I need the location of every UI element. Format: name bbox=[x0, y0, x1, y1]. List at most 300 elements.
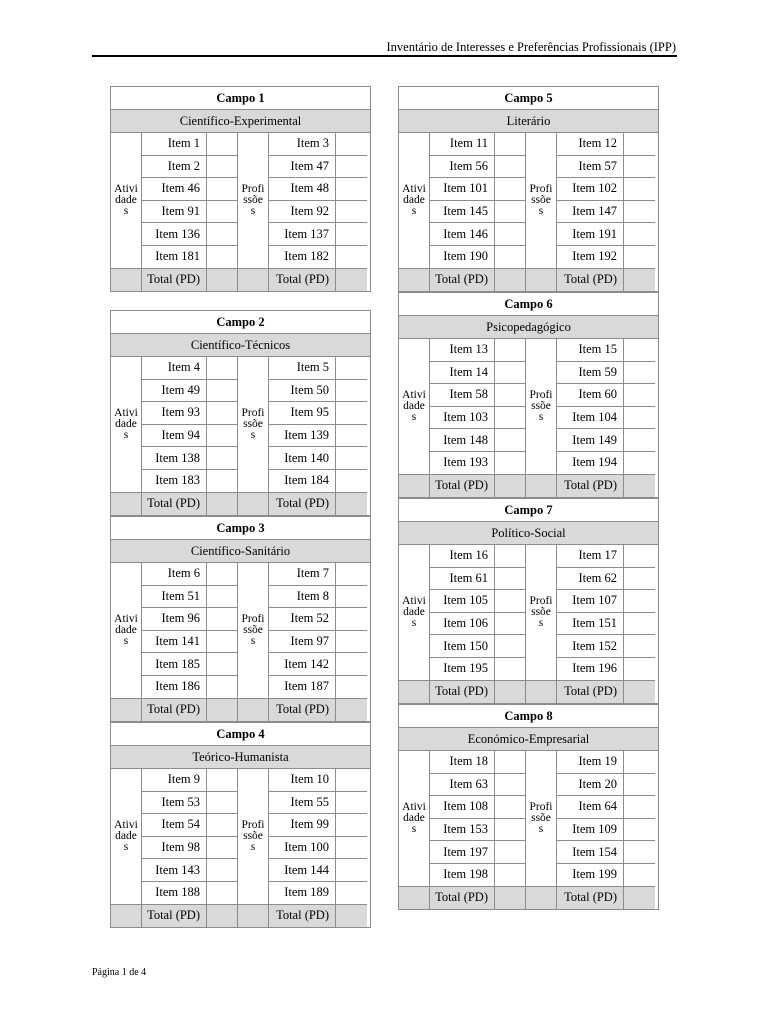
campo-grid bbox=[111, 769, 370, 927]
campo-subtitle: Científico-Técnicos bbox=[111, 334, 370, 357]
profissao-item-label: Item 199 bbox=[557, 864, 624, 887]
profissoes-label bbox=[238, 769, 269, 905]
atividades-total-label: Total (PD) bbox=[430, 475, 495, 498]
campo-subtitle: Literário bbox=[399, 110, 658, 133]
document-header-title: Inventário de Interesses e Preferências Profissionais (IPP) bbox=[386, 40, 676, 54]
profissoes-total-cell[interactable] bbox=[336, 905, 367, 928]
atividade-score-cell[interactable] bbox=[207, 223, 238, 246]
atividade-item-label: Item 56 bbox=[430, 156, 495, 179]
profissao-score-cell[interactable] bbox=[624, 246, 655, 269]
campo-grid bbox=[111, 563, 370, 721]
atividade-item-label: Item 148 bbox=[430, 429, 495, 452]
total-row-spacer bbox=[238, 493, 269, 516]
campo-subtitle: Teórico-Humanista bbox=[111, 746, 370, 769]
total-row-spacer bbox=[111, 269, 142, 292]
atividade-score-cell[interactable] bbox=[495, 133, 526, 156]
profissoes-label-text: Profissões bbox=[241, 818, 265, 853]
campo-grid bbox=[399, 133, 658, 291]
atividades-total-label: Total (PD) bbox=[142, 493, 207, 516]
atividades-total-cell[interactable] bbox=[495, 475, 526, 498]
profissoes-total-label: Total (PD) bbox=[557, 887, 624, 910]
profissoes-label bbox=[526, 751, 557, 887]
profissao-score-cell[interactable] bbox=[336, 246, 367, 269]
profissao-item-label: Item 10 bbox=[269, 769, 336, 792]
atividade-item-label: Item 14 bbox=[430, 362, 495, 385]
profissoes-total-cell[interactable] bbox=[336, 699, 367, 722]
total-row-spacer bbox=[111, 493, 142, 516]
atividade-item-label: Item 185 bbox=[142, 653, 207, 676]
profissao-item-label: Item 154 bbox=[557, 841, 624, 864]
campo-subtitle: Científico-Experimental bbox=[111, 110, 370, 133]
atividade-item-label: Item 1 bbox=[142, 133, 207, 156]
atividades-total-cell[interactable] bbox=[495, 681, 526, 704]
atividade-score-cell[interactable] bbox=[495, 362, 526, 385]
atividades-label bbox=[111, 563, 142, 699]
profissao-score-cell[interactable] bbox=[624, 658, 655, 681]
campo-subtitle: Económico-Empresarial bbox=[399, 728, 658, 751]
profissao-score-cell[interactable] bbox=[624, 201, 655, 224]
atividade-item-label: Item 93 bbox=[142, 402, 207, 425]
profissoes-label-text: Profissões bbox=[241, 182, 265, 217]
atividades-label-text: Atividades bbox=[114, 182, 138, 217]
profissao-score-cell[interactable] bbox=[336, 653, 367, 676]
profissao-item-label: Item 140 bbox=[269, 447, 336, 470]
profissao-item-label: Item 144 bbox=[269, 859, 336, 882]
atividade-item-label: Item 146 bbox=[430, 223, 495, 246]
campo-subtitle: Político-Social bbox=[399, 522, 658, 545]
atividade-item-label: Item 16 bbox=[430, 545, 495, 568]
total-row-spacer bbox=[111, 905, 142, 928]
campo-grid bbox=[399, 751, 658, 909]
atividade-score-cell[interactable] bbox=[207, 608, 238, 631]
atividade-score-cell[interactable] bbox=[495, 568, 526, 591]
atividade-item-label: Item 53 bbox=[142, 792, 207, 815]
profissao-score-cell[interactable] bbox=[624, 774, 655, 797]
atividade-score-cell[interactable] bbox=[495, 841, 526, 864]
profissao-score-cell[interactable] bbox=[336, 563, 367, 586]
atividade-item-label: Item 188 bbox=[142, 882, 207, 905]
campo-table-2 bbox=[110, 310, 371, 516]
profissao-item-label: Item 20 bbox=[557, 774, 624, 797]
profissoes-label bbox=[526, 339, 557, 475]
profissao-score-cell[interactable] bbox=[624, 384, 655, 407]
atividade-score-cell[interactable] bbox=[495, 178, 526, 201]
atividade-score-cell[interactable] bbox=[207, 653, 238, 676]
atividades-label-text: Atividades bbox=[402, 800, 426, 835]
atividade-item-label: Item 13 bbox=[430, 339, 495, 362]
profissao-score-cell[interactable] bbox=[624, 635, 655, 658]
profissao-score-cell[interactable] bbox=[624, 568, 655, 591]
atividade-score-cell[interactable] bbox=[495, 201, 526, 224]
campo-table-5 bbox=[398, 86, 659, 292]
profissao-score-cell[interactable] bbox=[336, 586, 367, 609]
atividade-score-cell[interactable] bbox=[207, 470, 238, 493]
atividade-score-cell[interactable] bbox=[495, 429, 526, 452]
atividade-score-cell[interactable] bbox=[495, 156, 526, 179]
profissoes-label bbox=[526, 133, 557, 269]
atividade-item-label: Item 183 bbox=[142, 470, 207, 493]
campo-title: Campo 6 bbox=[399, 293, 658, 316]
atividade-item-label: Item 9 bbox=[142, 769, 207, 792]
atividade-item-label: Item 91 bbox=[142, 201, 207, 224]
profissao-item-label: Item 12 bbox=[557, 133, 624, 156]
page-number: Página 1 de 4 bbox=[92, 967, 147, 978]
campo-title: Campo 3 bbox=[111, 517, 370, 540]
atividade-score-cell[interactable] bbox=[207, 201, 238, 224]
atividade-score-cell[interactable] bbox=[207, 792, 238, 815]
profissao-item-label: Item 52 bbox=[269, 608, 336, 631]
profissao-item-label: Item 19 bbox=[557, 751, 624, 774]
profissoes-label-text: Profissões bbox=[529, 388, 553, 423]
profissao-score-cell[interactable] bbox=[624, 841, 655, 864]
atividade-score-cell[interactable] bbox=[495, 864, 526, 887]
total-row-spacer bbox=[526, 887, 557, 910]
atividade-score-cell[interactable] bbox=[207, 156, 238, 179]
profissoes-label-text: Profissões bbox=[529, 594, 553, 629]
profissao-score-cell[interactable] bbox=[336, 470, 367, 493]
atividade-score-cell[interactable] bbox=[207, 133, 238, 156]
atividade-score-cell[interactable] bbox=[495, 545, 526, 568]
profissao-score-cell[interactable] bbox=[624, 156, 655, 179]
profissao-item-label: Item 152 bbox=[557, 635, 624, 658]
profissao-score-cell[interactable] bbox=[624, 452, 655, 475]
atividade-item-label: Item 143 bbox=[142, 859, 207, 882]
profissao-item-label: Item 149 bbox=[557, 429, 624, 452]
atividade-item-label: Item 101 bbox=[430, 178, 495, 201]
profissoes-total-label: Total (PD) bbox=[269, 699, 336, 722]
campo-subtitle: Psicopedagógico bbox=[399, 316, 658, 339]
profissoes-label bbox=[238, 133, 269, 269]
profissao-item-label: Item 139 bbox=[269, 425, 336, 448]
profissoes-label-text: Profissões bbox=[529, 800, 553, 835]
campo-title: Campo 5 bbox=[399, 87, 658, 110]
atividades-total-cell[interactable] bbox=[495, 269, 526, 292]
atividades-total-label: Total (PD) bbox=[142, 269, 207, 292]
profissao-score-cell[interactable] bbox=[336, 882, 367, 905]
atividades-label-text: Atividades bbox=[114, 406, 138, 441]
atividades-label bbox=[399, 545, 430, 681]
atividade-score-cell[interactable] bbox=[495, 774, 526, 797]
atividades-label-text: Atividades bbox=[402, 182, 426, 217]
campo-table-4 bbox=[110, 722, 371, 928]
profissao-item-label: Item 151 bbox=[557, 613, 624, 636]
atividade-item-label: Item 4 bbox=[142, 357, 207, 380]
atividades-total-cell[interactable] bbox=[207, 493, 238, 516]
atividade-item-label: Item 153 bbox=[430, 819, 495, 842]
profissao-item-label: Item 109 bbox=[557, 819, 624, 842]
atividades-label-text: Atividades bbox=[402, 388, 426, 423]
atividade-score-cell[interactable] bbox=[495, 246, 526, 269]
profissao-score-cell[interactable] bbox=[624, 751, 655, 774]
profissao-score-cell[interactable] bbox=[624, 223, 655, 246]
header-divider bbox=[92, 55, 677, 57]
atividade-score-cell[interactable] bbox=[495, 796, 526, 819]
profissoes-total-label: Total (PD) bbox=[557, 269, 624, 292]
profissoes-total-cell[interactable] bbox=[336, 493, 367, 516]
atividades-total-cell[interactable] bbox=[207, 905, 238, 928]
campo-table-1 bbox=[110, 86, 371, 292]
atividade-score-cell[interactable] bbox=[207, 357, 238, 380]
atividade-item-label: Item 190 bbox=[430, 246, 495, 269]
profissoes-total-cell[interactable] bbox=[624, 681, 655, 704]
atividades-label bbox=[399, 133, 430, 269]
atividade-item-label: Item 2 bbox=[142, 156, 207, 179]
atividade-score-cell[interactable] bbox=[495, 407, 526, 430]
atividades-label bbox=[399, 339, 430, 475]
profissoes-label bbox=[526, 545, 557, 681]
atividade-item-label: Item 103 bbox=[430, 407, 495, 430]
atividade-item-label: Item 181 bbox=[142, 246, 207, 269]
atividade-score-cell[interactable] bbox=[495, 452, 526, 475]
atividade-item-label: Item 96 bbox=[142, 608, 207, 631]
atividade-item-label: Item 6 bbox=[142, 563, 207, 586]
atividade-score-cell[interactable] bbox=[495, 384, 526, 407]
profissao-item-label: Item 192 bbox=[557, 246, 624, 269]
profissao-score-cell[interactable] bbox=[624, 545, 655, 568]
atividade-item-label: Item 18 bbox=[430, 751, 495, 774]
atividade-item-label: Item 94 bbox=[142, 425, 207, 448]
atividade-item-label: Item 108 bbox=[430, 796, 495, 819]
profissoes-total-cell[interactable] bbox=[336, 269, 367, 292]
atividades-label-text: Atividades bbox=[402, 594, 426, 629]
profissao-item-label: Item 50 bbox=[269, 380, 336, 403]
atividade-score-cell[interactable] bbox=[207, 425, 238, 448]
profissao-score-cell[interactable] bbox=[336, 676, 367, 699]
profissao-item-label: Item 8 bbox=[269, 586, 336, 609]
profissao-item-label: Item 92 bbox=[269, 201, 336, 224]
profissoes-label bbox=[238, 563, 269, 699]
profissao-item-label: Item 62 bbox=[557, 568, 624, 591]
profissao-item-label: Item 102 bbox=[557, 178, 624, 201]
atividade-item-label: Item 11 bbox=[430, 133, 495, 156]
profissao-item-label: Item 142 bbox=[269, 653, 336, 676]
campo-grid bbox=[399, 339, 658, 497]
atividade-item-label: Item 145 bbox=[430, 201, 495, 224]
atividade-item-label: Item 150 bbox=[430, 635, 495, 658]
profissao-score-cell[interactable] bbox=[624, 178, 655, 201]
atividade-item-label: Item 46 bbox=[142, 178, 207, 201]
atividade-score-cell[interactable] bbox=[207, 586, 238, 609]
profissao-item-label: Item 60 bbox=[557, 384, 624, 407]
atividade-score-cell[interactable] bbox=[207, 380, 238, 403]
atividades-total-label: Total (PD) bbox=[430, 269, 495, 292]
campo-grid bbox=[111, 357, 370, 515]
profissao-score-cell[interactable] bbox=[624, 864, 655, 887]
atividade-item-label: Item 195 bbox=[430, 658, 495, 681]
profissao-score-cell[interactable] bbox=[336, 402, 367, 425]
atividade-score-cell[interactable] bbox=[495, 635, 526, 658]
total-row-spacer bbox=[399, 681, 430, 704]
campo-table-8 bbox=[398, 704, 659, 910]
profissao-item-label: Item 97 bbox=[269, 631, 336, 654]
atividade-item-label: Item 136 bbox=[142, 223, 207, 246]
atividade-score-cell[interactable] bbox=[207, 402, 238, 425]
atividade-score-cell[interactable] bbox=[495, 819, 526, 842]
campo-table-6 bbox=[398, 292, 659, 498]
atividade-item-label: Item 138 bbox=[142, 447, 207, 470]
campo-grid bbox=[111, 133, 370, 291]
atividade-score-cell[interactable] bbox=[495, 223, 526, 246]
profissao-item-label: Item 59 bbox=[557, 362, 624, 385]
total-row-spacer bbox=[399, 475, 430, 498]
profissao-item-label: Item 104 bbox=[557, 407, 624, 430]
profissao-item-label: Item 64 bbox=[557, 796, 624, 819]
total-row-spacer bbox=[526, 269, 557, 292]
profissao-item-label: Item 182 bbox=[269, 246, 336, 269]
campo-title: Campo 1 bbox=[111, 87, 370, 110]
profissao-score-cell[interactable] bbox=[336, 425, 367, 448]
atividade-score-cell[interactable] bbox=[207, 882, 238, 905]
profissao-item-label: Item 184 bbox=[269, 470, 336, 493]
profissoes-total-cell[interactable] bbox=[624, 269, 655, 292]
profissao-score-cell[interactable] bbox=[336, 631, 367, 654]
total-row-spacer bbox=[238, 269, 269, 292]
campo-title: Campo 4 bbox=[111, 723, 370, 746]
campo-table-7 bbox=[398, 498, 659, 704]
profissao-item-label: Item 100 bbox=[269, 837, 336, 860]
atividade-item-label: Item 186 bbox=[142, 676, 207, 699]
profissoes-total-label: Total (PD) bbox=[269, 905, 336, 928]
atividade-item-label: Item 98 bbox=[142, 837, 207, 860]
profissao-item-label: Item 194 bbox=[557, 452, 624, 475]
atividades-total-cell[interactable] bbox=[495, 887, 526, 910]
atividade-score-cell[interactable] bbox=[207, 563, 238, 586]
profissao-item-label: Item 187 bbox=[269, 676, 336, 699]
profissao-item-label: Item 191 bbox=[557, 223, 624, 246]
profissao-score-cell[interactable] bbox=[336, 447, 367, 470]
profissao-item-label: Item 189 bbox=[269, 882, 336, 905]
atividade-item-label: Item 106 bbox=[430, 613, 495, 636]
profissao-item-label: Item 107 bbox=[557, 590, 624, 613]
atividade-item-label: Item 141 bbox=[142, 631, 207, 654]
profissoes-total-label: Total (PD) bbox=[557, 475, 624, 498]
campo-title: Campo 8 bbox=[399, 705, 658, 728]
atividade-item-label: Item 105 bbox=[430, 590, 495, 613]
profissao-score-cell[interactable] bbox=[624, 796, 655, 819]
atividade-item-label: Item 51 bbox=[142, 586, 207, 609]
total-row-spacer bbox=[399, 887, 430, 910]
atividade-item-label: Item 61 bbox=[430, 568, 495, 591]
profissao-score-cell[interactable] bbox=[624, 339, 655, 362]
profissoes-total-cell[interactable] bbox=[624, 475, 655, 498]
atividade-item-label: Item 58 bbox=[430, 384, 495, 407]
atividades-total-cell[interactable] bbox=[207, 269, 238, 292]
atividade-score-cell[interactable] bbox=[495, 613, 526, 636]
profissao-score-cell[interactable] bbox=[336, 608, 367, 631]
profissao-item-label: Item 17 bbox=[557, 545, 624, 568]
atividade-item-label: Item 197 bbox=[430, 841, 495, 864]
profissao-score-cell[interactable] bbox=[336, 814, 367, 837]
profissao-score-cell[interactable] bbox=[624, 819, 655, 842]
profissoes-total-label: Total (PD) bbox=[269, 493, 336, 516]
total-row-spacer bbox=[238, 905, 269, 928]
campo-subtitle: Científico-Sanitário bbox=[111, 540, 370, 563]
atividade-score-cell[interactable] bbox=[207, 837, 238, 860]
atividade-score-cell[interactable] bbox=[207, 631, 238, 654]
profissao-score-cell[interactable] bbox=[624, 429, 655, 452]
profissao-score-cell[interactable] bbox=[336, 178, 367, 201]
atividades-label bbox=[111, 769, 142, 905]
profissao-score-cell[interactable] bbox=[336, 792, 367, 815]
atividade-score-cell[interactable] bbox=[495, 751, 526, 774]
profissao-item-label: Item 3 bbox=[269, 133, 336, 156]
atividade-score-cell[interactable] bbox=[495, 339, 526, 362]
profissao-item-label: Item 15 bbox=[557, 339, 624, 362]
profissao-score-cell[interactable] bbox=[336, 156, 367, 179]
profissao-score-cell[interactable] bbox=[336, 837, 367, 860]
profissao-item-label: Item 55 bbox=[269, 792, 336, 815]
campo-title: Campo 2 bbox=[111, 311, 370, 334]
total-row-spacer bbox=[399, 269, 430, 292]
profissao-score-cell[interactable] bbox=[336, 201, 367, 224]
total-row-spacer bbox=[526, 681, 557, 704]
atividade-score-cell[interactable] bbox=[207, 769, 238, 792]
atividades-total-label: Total (PD) bbox=[142, 905, 207, 928]
atividade-score-cell[interactable] bbox=[495, 658, 526, 681]
profissao-score-cell[interactable] bbox=[336, 357, 367, 380]
atividades-label-text: Atividades bbox=[114, 612, 138, 647]
profissao-item-label: Item 95 bbox=[269, 402, 336, 425]
profissao-score-cell[interactable] bbox=[336, 769, 367, 792]
profissao-score-cell[interactable] bbox=[624, 613, 655, 636]
campo-table-3 bbox=[110, 516, 371, 722]
profissao-item-label: Item 99 bbox=[269, 814, 336, 837]
atividades-total-label: Total (PD) bbox=[430, 887, 495, 910]
atividades-total-label: Total (PD) bbox=[430, 681, 495, 704]
campo-grid bbox=[399, 545, 658, 703]
atividade-score-cell[interactable] bbox=[207, 859, 238, 882]
profissoes-label-text: Profissões bbox=[529, 182, 553, 217]
profissao-score-cell[interactable] bbox=[624, 407, 655, 430]
profissao-item-label: Item 5 bbox=[269, 357, 336, 380]
total-row-spacer bbox=[238, 699, 269, 722]
atividade-item-label: Item 49 bbox=[142, 380, 207, 403]
campo-title: Campo 7 bbox=[399, 499, 658, 522]
profissao-item-label: Item 48 bbox=[269, 178, 336, 201]
atividade-item-label: Item 54 bbox=[142, 814, 207, 837]
profissoes-total-cell[interactable] bbox=[624, 887, 655, 910]
profissoes-total-label: Total (PD) bbox=[269, 269, 336, 292]
atividade-score-cell[interactable] bbox=[495, 590, 526, 613]
profissoes-label-text: Profissões bbox=[241, 612, 265, 647]
profissao-score-cell[interactable] bbox=[336, 133, 367, 156]
profissao-score-cell[interactable] bbox=[336, 223, 367, 246]
atividade-item-label: Item 193 bbox=[430, 452, 495, 475]
profissao-score-cell[interactable] bbox=[624, 133, 655, 156]
atividade-score-cell[interactable] bbox=[207, 676, 238, 699]
profissao-item-label: Item 137 bbox=[269, 223, 336, 246]
atividades-label bbox=[111, 133, 142, 269]
atividade-score-cell[interactable] bbox=[207, 246, 238, 269]
profissao-item-label: Item 47 bbox=[269, 156, 336, 179]
atividades-label bbox=[399, 751, 430, 887]
atividades-total-cell[interactable] bbox=[207, 699, 238, 722]
atividade-score-cell[interactable] bbox=[207, 447, 238, 470]
atividades-label bbox=[111, 357, 142, 493]
atividade-score-cell[interactable] bbox=[207, 814, 238, 837]
atividade-score-cell[interactable] bbox=[207, 178, 238, 201]
profissao-item-label: Item 7 bbox=[269, 563, 336, 586]
profissoes-label-text: Profissões bbox=[241, 406, 265, 441]
profissao-score-cell[interactable] bbox=[336, 380, 367, 403]
atividades-total-label: Total (PD) bbox=[142, 699, 207, 722]
profissoes-label bbox=[238, 357, 269, 493]
profissao-item-label: Item 196 bbox=[557, 658, 624, 681]
atividades-label-text: Atividades bbox=[114, 818, 138, 853]
profissao-score-cell[interactable] bbox=[336, 859, 367, 882]
profissao-score-cell[interactable] bbox=[624, 590, 655, 613]
profissao-score-cell[interactable] bbox=[624, 362, 655, 385]
